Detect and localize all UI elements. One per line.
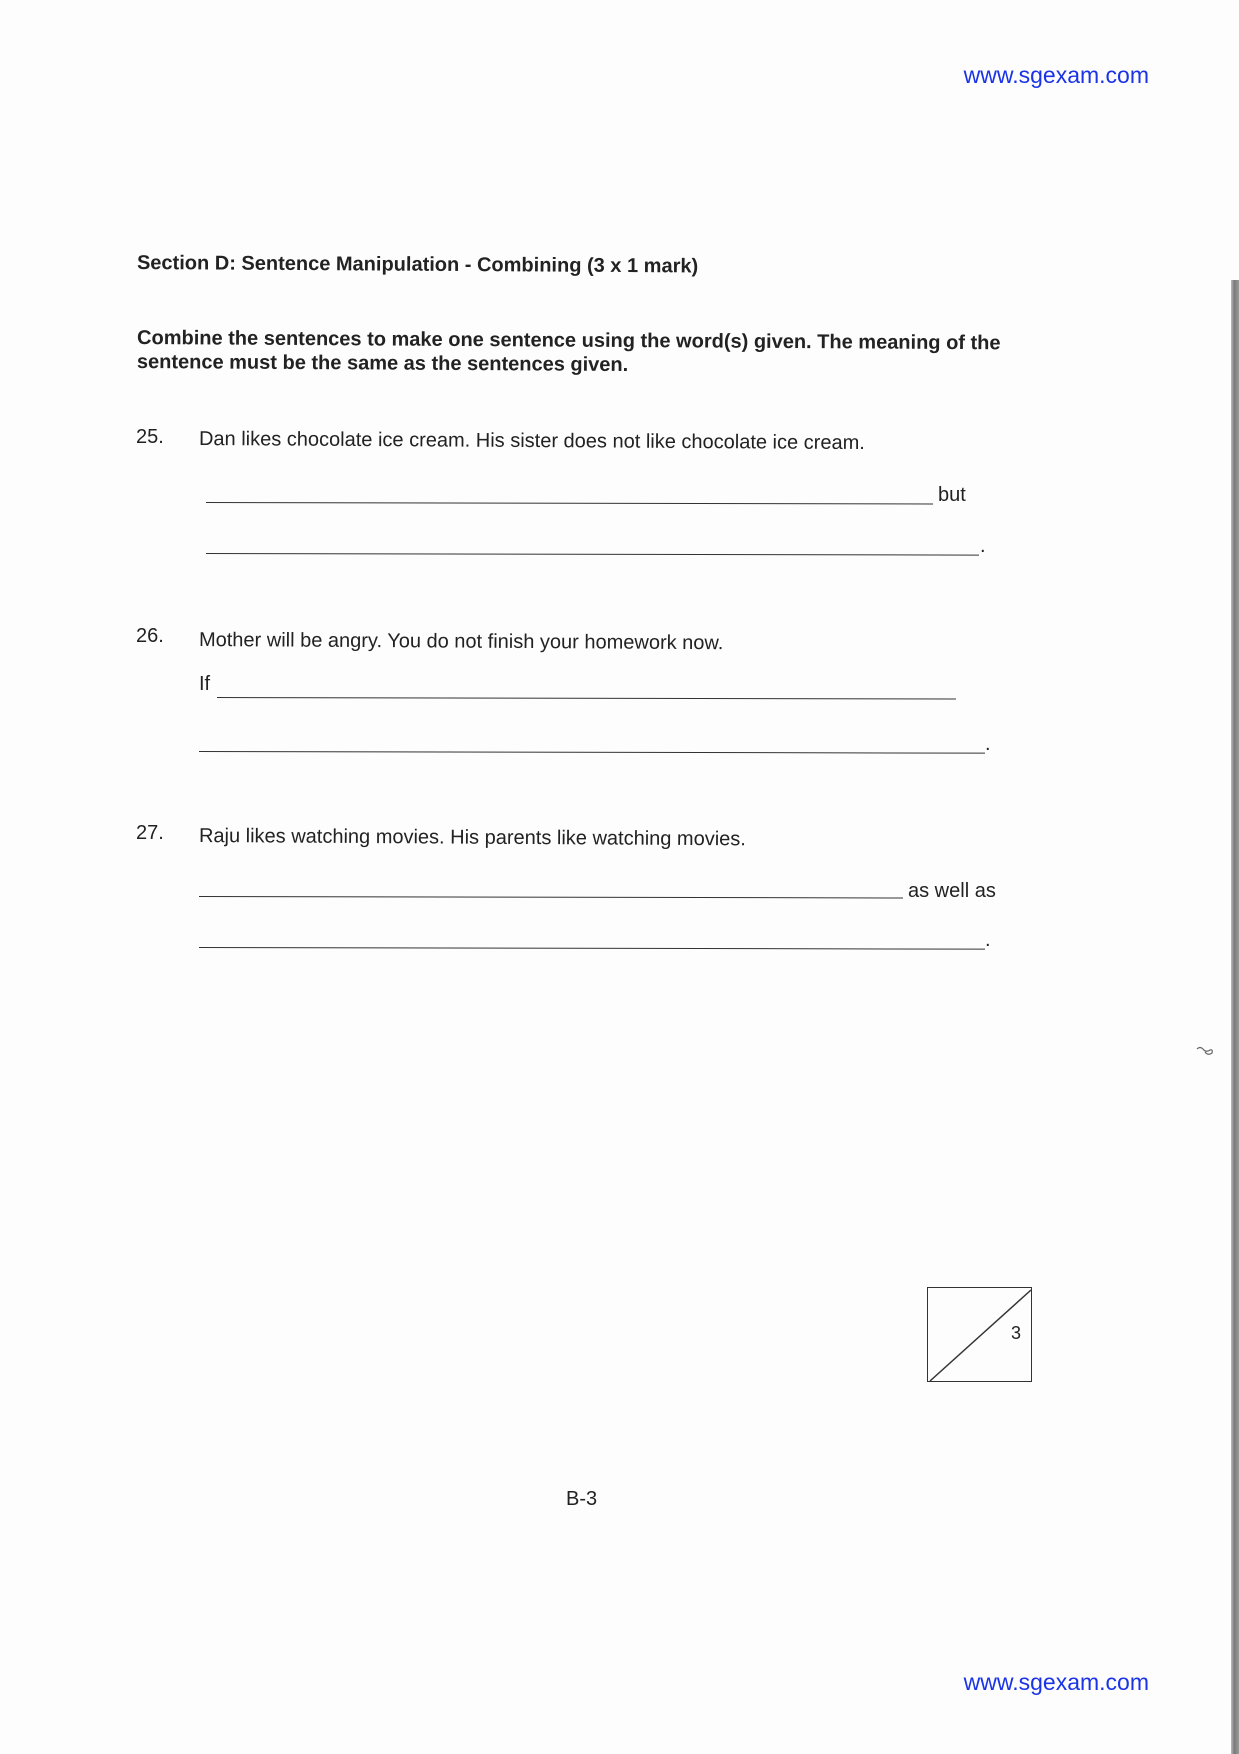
answer-line[interactable] <box>217 697 956 700</box>
sentence-ending: . <box>985 929 991 951</box>
question-text: Dan likes chocolate ice cream. His sister does not like chocolate ice cream. <box>198 428 865 455</box>
sentence-ending: . <box>985 733 991 755</box>
staple-mark-icon <box>1196 1046 1214 1056</box>
question-text: Raju likes watching movies. His parents like watching movies. <box>198 825 746 851</box>
score-total: 3 <box>1010 1323 1021 1343</box>
answer-line[interactable] <box>199 947 985 950</box>
watermark-link-bottom[interactable]: www.sgexam.com <box>963 1669 1149 1695</box>
connector-word: as well as <box>908 880 996 902</box>
answer-line[interactable] <box>206 553 979 556</box>
question-number: 27. <box>136 822 164 844</box>
sentence-ending: . <box>980 535 986 557</box>
answer-line[interactable] <box>199 896 903 898</box>
question-number: 26. <box>136 625 164 647</box>
score-box <box>927 1287 1032 1382</box>
question-number: 25. <box>136 426 164 448</box>
answer-line[interactable] <box>199 751 985 754</box>
answer-line[interactable] <box>206 502 933 505</box>
connector-word: If <box>199 673 211 695</box>
connector-word: but <box>938 484 966 506</box>
section-title: Section D: Sentence Manipulation - Combining (3 x 1 mark) <box>136 252 699 278</box>
page-number: B-3 <box>566 1488 598 1510</box>
question-text: Mother will be angry. You do not finish your homework now. <box>198 629 724 655</box>
page-edge-shadow <box>1231 280 1239 1754</box>
watermark-link-top[interactable]: www.sgexam.com <box>963 62 1149 88</box>
section-instructions: Combine the sentences to make one sentence using the word(s) given. The meaning of the sentence must be the same as the sentences given. <box>136 327 1001 377</box>
